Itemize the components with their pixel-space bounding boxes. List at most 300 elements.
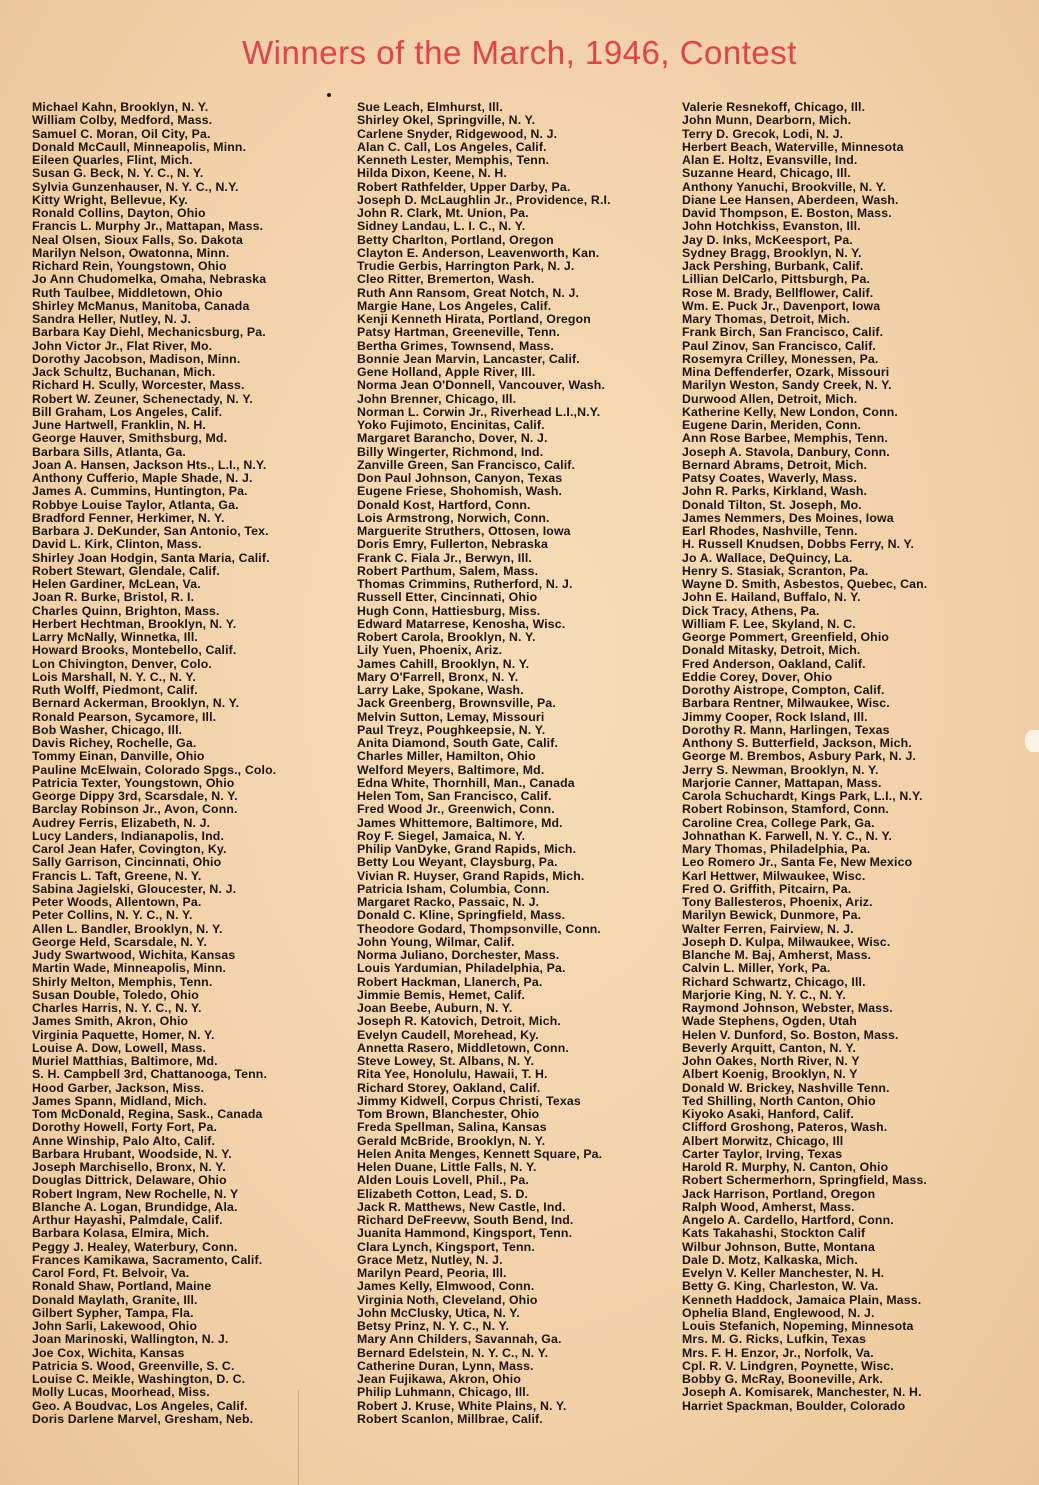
winner-entry: Melvin Sutton, Lemay, Missouri bbox=[357, 709, 545, 724]
winner-entry: Anita Diamond, South Gate, Calif. bbox=[357, 736, 559, 750]
winner-entry: Molly Lucas, Moorhead, Miss. bbox=[32, 1385, 210, 1400]
winner-entry: Edna White, Thornhill, Man., Canada bbox=[357, 775, 575, 790]
winner-entry: Blanche A. Logan, Brundidge, Ala. bbox=[32, 1199, 238, 1214]
winner-entry: Jack Harrison, Portland, Oregon bbox=[682, 1186, 876, 1201]
winner-entry: Steve Lowey, St. Albans, N. Y. bbox=[357, 1054, 535, 1068]
winner-entry: Carol Ford, Ft. Belvoir, Va. bbox=[32, 1266, 190, 1280]
winner-entry: Betsy Prinz, N. Y. C., N. Y. bbox=[357, 1319, 510, 1333]
winner-entry: Mrs. F. H. Enzor, Jr., Norfolk, Va. bbox=[682, 1345, 874, 1360]
winner-entry: Dorothy Aistrope, Compton, Calif. bbox=[682, 683, 885, 697]
winner-entry: Lillian DelCarlo, Pittsburgh, Pa. bbox=[682, 272, 871, 287]
winner-entry: Mina Deffenderfer, Ozark, Missouri bbox=[682, 365, 890, 379]
winner-entry: Robert Stewart, Glendale, Calif. bbox=[32, 563, 220, 578]
winner-entry: Bernard Ackerman, Brooklyn, N. Y. bbox=[32, 696, 240, 711]
winner-entry: Bill Graham, Los Angeles, Calif. bbox=[32, 404, 223, 419]
winner-entry: Barbara Sills, Atlanta, Ga. bbox=[32, 444, 186, 459]
winner-entry: Clayton E. Anderson, Leavenworth, Kan. bbox=[357, 245, 600, 260]
winner-entry: Sue Leach, Elmhurst, Ill. bbox=[357, 100, 503, 114]
winner-entry: Mrs. M. G. Ricks, Lufkin, Texas bbox=[682, 1332, 867, 1347]
winner-entry: John Sarli, Lakewood, Ohio bbox=[32, 1319, 198, 1333]
winner-entry: Donald Tilton, St. Joseph, Mo. bbox=[682, 497, 862, 512]
winner-entry: Russell Etter, Cincinnati, Ohio bbox=[357, 590, 538, 605]
winner-entry: Eugene Darin, Meriden, Conn. bbox=[682, 418, 862, 432]
winner-entry: Juanita Hammond, Kingsport, Tenn. bbox=[357, 1226, 573, 1241]
winner-entry: Frank Birch, San Francisco, Calif. bbox=[682, 325, 884, 340]
winner-entry: Norma Juliano, Dorchester, Mass. bbox=[357, 948, 560, 962]
winner-entry: Jo A. Wallace, DeQuincy, La. bbox=[682, 550, 853, 565]
winner-entry: Jo Ann Chudomelka, Omaha, Nebraska bbox=[32, 272, 267, 287]
winner-entry: Eugene Friese, Shohomish, Wash. bbox=[357, 484, 563, 499]
winner-entry: Patricia Isham, Columbia, Conn. bbox=[357, 881, 550, 896]
winner-entry: Herbert Hechtman, Brooklyn, N. Y. bbox=[32, 616, 237, 631]
winner-entry: Tom Brown, Blanchester, Ohio bbox=[357, 1107, 540, 1121]
winner-entry: Larry McNally, Winnetka, Ill. bbox=[32, 630, 198, 644]
winner-entry: Thomas Crimmins, Rutherford, N. J. bbox=[357, 577, 573, 591]
winner-entry: Billy Wingerter, Richmond, Ind. bbox=[357, 444, 544, 459]
winner-entry: James Whittemore, Baltimore, Md. bbox=[357, 815, 563, 830]
winner-entry: Welford Meyers, Baltimore, Md. bbox=[357, 762, 545, 777]
winner-entry: Marguerite Struthers, Ottosen, Iowa bbox=[357, 524, 571, 538]
winner-entry: Philip Luhmann, Chicago, Ill. bbox=[357, 1385, 530, 1400]
winner-entry: Carlene Snyder, Ridgewood, N. J. bbox=[357, 126, 558, 141]
winner-entry: James Kelly, Elmwood, Conn. bbox=[357, 1279, 535, 1294]
winner-entry: Louise A. Dow, Lowell, Mass. bbox=[32, 1040, 207, 1055]
winner-entry: Bobby G. McRay, Booneville, Ark. bbox=[682, 1372, 883, 1386]
winner-entry: Audrey Ferris, Elizabeth, N. J. bbox=[32, 815, 211, 830]
winner-entry: Diane Lee Hansen, Aberdeen, Wash. bbox=[682, 192, 899, 207]
winner-entry: Donald Mitasky, Detroit, Mich. bbox=[682, 643, 861, 658]
winner-entry: Susan G. Beck, N. Y. C., N. Y. bbox=[32, 166, 204, 181]
winner-entry: Johnathan K. Farwell, N. Y. C., N. Y. bbox=[682, 828, 893, 843]
winner-entry: Gilbert Sypher, Tampa, Fla. bbox=[32, 1305, 194, 1320]
winner-entry: Helen V. Dunford, So. Boston, Mass. bbox=[682, 1027, 899, 1042]
winner-entry: Michael Kahn, Brooklyn, N. Y. bbox=[32, 100, 209, 114]
winner-entry: Walter Ferren, Fairview, N. J. bbox=[682, 921, 854, 936]
winner-entry: Tommy Einan, Danville, Ohio bbox=[32, 749, 205, 764]
winner-entry: Francis L. Taft, Greene, N. Y. bbox=[32, 868, 202, 883]
winner-entry: Tony Ballesteros, Phoenix, Ariz. bbox=[682, 895, 873, 909]
winner-entry: John Oakes, North River, N. Y bbox=[682, 1054, 860, 1068]
paper-edge-tear bbox=[1025, 730, 1039, 752]
winner-entry: Peter Woods, Allentown, Pa. bbox=[32, 895, 202, 909]
winner-entry: Evelyn V. Keller Manchester, N. H. bbox=[682, 1266, 885, 1280]
winner-entry: Francis L. Murphy Jr., Mattapan, Mass. bbox=[32, 219, 264, 234]
winner-entry: Albert Koenig, Brooklyn, N. Y bbox=[682, 1067, 858, 1082]
winner-entry: Mary O'Farrell, Bronx, N. Y. bbox=[357, 669, 519, 684]
winner-entry: Katherine Kelly, New London, Conn. bbox=[682, 404, 898, 419]
winner-entry: Richard DeFreevw, South Bend, Ind. bbox=[357, 1213, 574, 1227]
winner-entry: Mary Thomas, Detroit, Mich. bbox=[682, 312, 851, 326]
winner-entry: Leo Romero Jr., Santa Fe, New Mexico bbox=[682, 855, 913, 870]
winner-entry: Caroline Crea, College Park, Ga. bbox=[682, 815, 875, 830]
winner-entry: Ann Rose Barbee, Memphis, Tenn. bbox=[682, 431, 888, 446]
winner-entry: Karl Hettwer, Milwaukee, Wisc. bbox=[682, 868, 866, 883]
winner-entry: Rose M. Brady, Bellflower, Calif. bbox=[682, 285, 874, 300]
winners-column-3 bbox=[682, 101, 927, 1413]
winner-entry: Donald C. Kline, Springfield, Mass. bbox=[357, 908, 566, 923]
winner-entry: Alden Louis Lovell, Phil., Pa. bbox=[357, 1173, 529, 1188]
winner-entry: William Colby, Medford, Mass. bbox=[32, 113, 213, 128]
winner-entry: Joan Beebe, Auburn, N. Y. bbox=[357, 1001, 513, 1015]
winner-entry: Kats Takahashi, Stockton Calif bbox=[682, 1226, 866, 1241]
winner-entry: George Held, Scarsdale, N. Y. bbox=[32, 934, 207, 949]
winner-entry: John Brenner, Chicago, Ill. bbox=[357, 391, 517, 406]
winner-entry: Joseph R. Katovich, Detroit, Mich. bbox=[357, 1014, 561, 1029]
winner-entry: Patricia Texter, Youngstown, Ohio bbox=[32, 775, 235, 790]
winner-entry: William F. Lee, Skyland, N. C. bbox=[682, 616, 856, 631]
winner-entry: Cpl. R. V. Lindgren, Poynette, Wisc. bbox=[682, 1358, 894, 1373]
winner-entry: Carol Jean Hafer, Covington, Ky. bbox=[32, 842, 227, 856]
winner-entry: Helen Tom, San Francisco, Calif. bbox=[357, 789, 552, 803]
winner-entry: Kitty Wright, Bellevue, Ky. bbox=[32, 192, 188, 207]
page-title: Winners of the March, 1946, Contest bbox=[242, 34, 797, 71]
winner-entry: Kiyoko Asaki, Hanford, Calif. bbox=[682, 1107, 854, 1121]
winner-entry: Barbara Kay Diehl, Mechanicsburg, Pa. bbox=[32, 325, 266, 340]
winner-entry: Dick Tracy, Athens, Pa. bbox=[682, 603, 820, 618]
winner-entry: S. H. Campbell 3rd, Chattanooga, Tenn. bbox=[32, 1067, 268, 1082]
winner-entry: Evelyn Caudell, Morehead, Ky. bbox=[357, 1027, 539, 1042]
winner-entry: Bernard Edelstein, N. Y. C., N. Y. bbox=[357, 1345, 549, 1360]
winner-entry: Mary Ann Childers, Savannah, Ga. bbox=[357, 1332, 562, 1347]
winner-entry: Virginia Paquette, Homer, N. Y. bbox=[32, 1027, 215, 1042]
winner-entry: Wayne D. Smith, Asbestos, Quebec, Can. bbox=[682, 577, 928, 591]
winner-entry: Tom McDonald, Regina, Sask., Canada bbox=[32, 1107, 263, 1121]
winner-entry: Marilyn Nelson, Owatonna, Minn. bbox=[32, 245, 230, 260]
winner-entry: Joseph D. McLaughlin Jr., Providence, R.I. bbox=[357, 192, 611, 207]
winner-entry: Anthony Yanuchi, Brookville, N. Y. bbox=[682, 179, 887, 194]
winner-entry: Beverly Arquitt, Canton, N. Y. bbox=[682, 1040, 856, 1055]
winner-entry: Theodore Godard, Thompsonville, Conn. bbox=[357, 921, 601, 936]
winner-entry: Jean Fujikawa, Akron, Ohio bbox=[357, 1372, 522, 1386]
winner-entry: Patricia S. Wood, Greenville, S. C. bbox=[32, 1358, 235, 1373]
winner-entry: Robert Parthum, Salem, Mass. bbox=[357, 563, 539, 578]
winner-entry: Charles Quinn, Brighton, Mass. bbox=[32, 603, 220, 618]
winner-entry: John Hotchkiss, Evanston, Ill. bbox=[682, 219, 861, 234]
winner-entry: Rita Yee, Honolulu, Hawaii, T. H. bbox=[357, 1067, 548, 1082]
winner-entry: Kenneth Lester, Memphis, Tenn. bbox=[357, 153, 550, 167]
winner-entry: Muriel Matthias, Baltimore, Md. bbox=[32, 1054, 218, 1068]
paper-crease bbox=[298, 1390, 299, 1485]
winner-entry: Helen Anita Menges, Kennett Square, Pa. bbox=[357, 1146, 603, 1161]
winner-entry: Marjorie King, N. Y. C., N. Y. bbox=[682, 987, 846, 1002]
winner-entry: Virginia Noth, Cleveland, Ohio bbox=[357, 1292, 538, 1307]
winner-entry: John R. Clark, Mt. Union, Pa. bbox=[357, 206, 529, 220]
winner-entry: Donald Maylath, Granite, Ill. bbox=[32, 1292, 198, 1307]
winner-entry: Henry S. Stasiak, Scranton, Pa. bbox=[682, 563, 869, 578]
winner-entry: Pauline McElwain, Colorado Spgs., Colo. bbox=[32, 762, 277, 777]
winner-entry: Clifford Groshong, Pateros, Wash. bbox=[682, 1120, 888, 1135]
winner-entry: Bertha Grimes, Townsend, Mass. bbox=[357, 338, 554, 353]
winner-entry: Carola Schuchardt, Kings Park, L.I., N.Y. bbox=[682, 789, 923, 803]
winner-entry: Richard Storey, Oakland, Calif. bbox=[357, 1080, 541, 1095]
winner-entry: John E. Hailand, Buffalo, N. Y. bbox=[682, 590, 861, 605]
winner-entry: Norman L. Corwin Jr., Riverhead L.I.,N.Y. bbox=[357, 404, 601, 419]
winner-entry: Wilbur Johnson, Butte, Montana bbox=[682, 1239, 875, 1254]
winner-entry: Donald McCaull, Minneapolis, Minn. bbox=[32, 139, 247, 154]
winner-entry: Lon Chivington, Denver, Colo. bbox=[32, 656, 212, 671]
winner-entry: George Hauver, Smithsburg, Md. bbox=[32, 431, 228, 446]
winner-entry: Anthony S. Butterfield, Jackson, Mich. bbox=[682, 736, 912, 750]
winner-entry: Paul Zinov, San Francisco, Calif. bbox=[682, 338, 877, 353]
winner-entry: Shirly Melton, Memphis, Tenn. bbox=[32, 974, 213, 989]
winner-entry: Carter Taylor, Irving, Texas bbox=[682, 1146, 843, 1161]
winner-entry: Ronald Pearson, Sycamore, Ill. bbox=[32, 709, 217, 724]
winner-entry: George M. Brembos, Asbury Park, N. J. bbox=[682, 749, 917, 764]
winners-column-2 bbox=[357, 101, 611, 1426]
winner-entry: Ophelia Bland, Englewood, N. J. bbox=[682, 1305, 875, 1320]
winner-entry: Robert Hackman, Llanerch, Pa. bbox=[357, 974, 543, 989]
winner-entry: Jimmy Cooper, Rock Island, Ill. bbox=[682, 709, 868, 724]
winner-entry: Dorothy Jacobson, Madison, Minn. bbox=[32, 351, 241, 366]
winner-entry: John Munn, Dearborn, Mich. bbox=[682, 113, 852, 128]
winner-entry: Charles Miller, Hamilton, Ohio bbox=[357, 749, 536, 764]
winner-entry: James Cahill, Brooklyn, N. Y. bbox=[357, 656, 530, 671]
winner-entry: Jack Pershing, Burbank, Calif. bbox=[682, 259, 864, 273]
winner-entry: Elizabeth Cotton, Lead, S. D. bbox=[357, 1186, 529, 1201]
winner-entry: John Victor Jr., Flat River, Mo. bbox=[32, 338, 213, 353]
winner-entry: June Hartwell, Franklin, N. H. bbox=[32, 418, 206, 432]
winner-entry: Marilyn Weston, Sandy Creek, N. Y. bbox=[682, 378, 892, 393]
winner-entry: Robert Ingram, New Rochelle, N. Y bbox=[32, 1186, 239, 1201]
winner-entry: Margaret Barancho, Dover, N. J. bbox=[357, 431, 548, 446]
winner-entry: Paul Treyz, Poughkeepsie, N. Y. bbox=[357, 722, 546, 737]
winner-entry: Barbara Rentner, Milwaukee, Wisc. bbox=[682, 696, 890, 711]
winner-entry: Earl Rhodes, Nashville, Tenn. bbox=[682, 524, 858, 538]
winner-entry: Robert W. Zeuner, Schenectady, N. Y. bbox=[32, 391, 253, 406]
winner-entry: Robert Scanlon, Millbrae, Calif. bbox=[357, 1411, 543, 1426]
winner-entry: Gerald McBride, Brooklyn, N. Y. bbox=[357, 1133, 546, 1148]
winner-entry: Doris Darlene Marvel, Gresham, Neb. bbox=[32, 1411, 254, 1426]
winner-entry: John McClusky, Utica, N. Y. bbox=[357, 1305, 520, 1320]
winner-entry: Trudie Gerbis, Harrington Park, N. J. bbox=[357, 259, 575, 273]
winner-entry: Donald Kost, Hartford, Conn. bbox=[357, 497, 531, 512]
winner-entry: Patsy Coates, Waverly, Mass. bbox=[682, 471, 858, 485]
winner-entry: Peggy J. Healey, Waterbury, Conn. bbox=[32, 1239, 238, 1254]
winner-entry: Davis Richey, Rochelle, Ga. bbox=[32, 736, 197, 750]
winner-entry: Harriet Spackman, Boulder, Colorado bbox=[682, 1398, 906, 1413]
winner-entry: Helen Gardiner, McLean, Va. bbox=[32, 577, 201, 591]
winner-entry: Suzanne Heard, Chicago, Ill. bbox=[682, 166, 851, 181]
winner-entry: Betty Lou Weyant, Claysburg, Pa. bbox=[357, 855, 558, 870]
winner-entry: Jerry S. Newman, Brooklyn, N. Y. bbox=[682, 762, 879, 777]
winner-entry: Philip VanDyke, Grand Rapids, Mich. bbox=[357, 842, 577, 856]
winner-entry: Fred Wood Jr., Greenwich, Conn. bbox=[357, 802, 555, 817]
winner-entry: Susan Double, Toledo, Ohio bbox=[32, 987, 199, 1002]
winner-entry: Yoko Fujimoto, Encinitas, Calif. bbox=[357, 418, 545, 432]
winner-entry: Lucy Landers, Indianapolis, Ind. bbox=[32, 828, 225, 843]
winner-entry: Joan R. Burke, Bristol, R. I. bbox=[32, 590, 195, 605]
winner-entry: James A. Cummins, Huntington, Pa. bbox=[32, 484, 248, 499]
winner-entry: Richard Schwartz, Chicago, Ill. bbox=[682, 974, 866, 989]
winner-entry: Calvin L. Miller, York, Pa. bbox=[682, 961, 831, 976]
winner-entry: Herbert Beach, Waterville, Minnesota bbox=[682, 139, 904, 154]
winner-entry: Jay D. Inks, McKeesport, Pa. bbox=[682, 232, 853, 247]
winner-entry: Angelo A. Cardello, Hartford, Conn. bbox=[682, 1213, 894, 1227]
winner-entry: Robert Rathfelder, Upper Darby, Pa. bbox=[357, 179, 571, 194]
winner-entry: Neal Olsen, Sioux Falls, So. Dakota bbox=[32, 232, 243, 247]
winner-entry: Kenneth Haddock, Jamaica Plain, Mass. bbox=[682, 1292, 922, 1307]
winner-entry: Gene Holland, Apple River, Ill. bbox=[357, 365, 536, 379]
winner-entry: Joseph Marchisello, Bronx, N. Y. bbox=[32, 1160, 226, 1174]
winner-entry: John R. Parks, Kirkland, Wash. bbox=[682, 484, 868, 499]
ink-speck bbox=[327, 93, 331, 97]
winner-entry: Vivian R. Huyser, Grand Rapids, Mich. bbox=[357, 868, 585, 883]
winner-entry: Lois Marshall, N. Y. C., N. Y. bbox=[32, 669, 196, 684]
winner-entry: Donald W. Brickey, Nashville Tenn. bbox=[682, 1080, 890, 1095]
winner-entry: Peter Collins, N. Y. C., N. Y. bbox=[32, 908, 193, 923]
winner-entry: Alan E. Holtz, Evansville, Ind. bbox=[682, 153, 858, 167]
winner-entry: Ted Shilling, North Canton, Ohio bbox=[682, 1093, 876, 1108]
winner-entry: Zanville Green, San Francisco, Calif. bbox=[357, 457, 576, 472]
winner-entry: Roy F. Siegel, Jamaica, N. Y. bbox=[357, 828, 526, 843]
winner-entry: Martin Wade, Minneapolis, Minn. bbox=[32, 961, 227, 976]
winner-entry: Louis Yardumian, Philadelphia, Pa. bbox=[357, 961, 566, 976]
winner-entry: Norma Jean O'Donnell, Vancouver, Wash. bbox=[357, 378, 606, 393]
winner-entry: Freda Spellman, Salina, Kansas bbox=[357, 1120, 547, 1135]
winner-entry: Hilda Dixon, Keene, N. H. bbox=[357, 166, 507, 181]
winner-entry: H. Russell Knudsen, Dobbs Ferry, N. Y. bbox=[682, 537, 915, 552]
winner-entry: Joan Marinoski, Wallington, N. J. bbox=[32, 1332, 229, 1347]
winner-entry: Frank C. Fiala Jr., Berwyn, Ill. bbox=[357, 550, 532, 565]
winner-entry: Barbara Kolasa, Elmira, Mich. bbox=[32, 1226, 210, 1241]
winner-entry: Durwood Allen, Detroit, Mich. bbox=[682, 391, 858, 406]
winner-entry: Betty Charlton, Portland, Oregon bbox=[357, 232, 554, 247]
winner-entry: Douglas Dittrick, Delaware, Ohio bbox=[32, 1173, 227, 1188]
winner-entry: Shirley McManus, Manitoba, Canada bbox=[32, 298, 250, 313]
winner-entry: Charles Harris, N. Y. C., N. Y. bbox=[32, 1001, 202, 1015]
winner-entry: Fred O. Griffith, Pitcairn, Pa. bbox=[682, 881, 852, 896]
winner-entry: Grace Metz, Nutley, N. J. bbox=[357, 1252, 503, 1267]
winner-entry: Kenji Kenneth Hirata, Portland, Oregon bbox=[357, 312, 591, 326]
winner-entry: Richard Rein, Youngstown, Ohio bbox=[32, 259, 227, 273]
winner-entry: Dorothy R. Mann, Harlingen, Texas bbox=[682, 722, 890, 737]
winner-entry: Jimmy Kidwell, Corpus Christi, Texas bbox=[357, 1093, 581, 1108]
winner-entry: Harold R. Murphy, N. Canton, Ohio bbox=[682, 1160, 889, 1174]
winner-entry: Lois Armstrong, Norwich, Conn. bbox=[357, 510, 550, 525]
winner-entry: Louis Stefanich, Nopeming, Minnesota bbox=[682, 1319, 914, 1333]
winner-entry: Louise C. Meikle, Washington, D. C. bbox=[32, 1372, 246, 1386]
winner-entry: Barclay Robinson Jr., Avon, Conn. bbox=[32, 802, 238, 817]
winner-entry: Bob Washer, Chicago, Ill. bbox=[32, 722, 183, 737]
winner-entry: Joseph D. Kulpa, Milwaukee, Wisc. bbox=[682, 934, 891, 949]
winner-entry: Margaret Racko, Passaic, N. J. bbox=[357, 895, 540, 909]
winner-entry: David L. Kirk, Clinton, Mass. bbox=[32, 537, 202, 552]
winner-entry: Joe Cox, Wichita, Kansas bbox=[32, 1345, 185, 1360]
winner-entry: James Smith, Akron, Ohio bbox=[32, 1014, 189, 1029]
winner-entry: Barbara J. DeKunder, San Antonio, Tex. bbox=[32, 524, 269, 538]
winner-entry: Catherine Duran, Lynn, Mass. bbox=[357, 1358, 534, 1373]
winner-entry: Sally Garrison, Cincinnati, Ohio bbox=[32, 855, 222, 870]
winner-entry: Marilyn Peard, Peoria, Ill. bbox=[357, 1266, 507, 1280]
winner-entry: Jack R. Matthews, New Castle, Ind. bbox=[357, 1199, 566, 1214]
winner-entry: Joan A. Hansen, Jackson Hts., L.I., N.Y. bbox=[32, 457, 267, 472]
winner-entry: Robert Schermerhorn, Springfield, Mass. bbox=[682, 1173, 928, 1188]
winner-entry: Sabina Jagielski, Gloucester, N. J. bbox=[32, 881, 237, 896]
winner-entry: Jimmie Bemis, Hemet, Calif. bbox=[357, 987, 526, 1002]
winner-entry: Helen Duane, Little Falls, N. Y. bbox=[357, 1160, 537, 1174]
winner-entry: Wm. E. Puck Jr., Davenport, Iowa bbox=[682, 298, 881, 313]
winner-entry: Sidney Landau, L. I. C., N. Y. bbox=[357, 219, 526, 234]
winner-entry: Albert Morwitz, Chicago, Ill bbox=[682, 1133, 844, 1148]
winner-entry: Ronald Shaw, Portland, Maine bbox=[32, 1279, 212, 1294]
winner-entry: Terry D. Grecok, Lodi, N. J. bbox=[682, 126, 844, 141]
winner-entry: Frances Kamikawa, Sacramento, Calif. bbox=[32, 1252, 263, 1267]
winner-entry: Ralph Wood, Amherst, Mass. bbox=[682, 1199, 855, 1214]
winner-entry: Ruth Ann Ransom, Great Notch, N. J. bbox=[357, 285, 580, 300]
winner-entry: Anthony Cufferio, Maple Shade, N. J. bbox=[32, 471, 253, 485]
winner-entry: Eileen Quarles, Flint, Mich. bbox=[32, 153, 193, 167]
winner-entry: Allen L. Bandler, Brooklyn, N. Y. bbox=[32, 921, 223, 936]
winner-entry: Hood Garber, Jackson, Miss. bbox=[32, 1080, 205, 1095]
winner-entry: Bradford Fenner, Herkimer, N. Y. bbox=[32, 510, 225, 525]
winner-entry: Rosemyra Crilley, Monessen, Pa. bbox=[682, 351, 879, 366]
winner-entry: Jack Schultz, Buchanan, Mich. bbox=[32, 365, 216, 379]
winner-entry: Fred Anderson, Oakland, Calif. bbox=[682, 656, 866, 671]
winners-column-1 bbox=[32, 101, 276, 1426]
winner-entry: Ruth Wolff, Piedmont, Calif. bbox=[32, 683, 198, 697]
winner-entry: Cleo Ritter, Bremerton, Wash. bbox=[357, 272, 535, 287]
winner-entry: Bonnie Jean Marvin, Lancaster, Calif. bbox=[357, 351, 580, 366]
winner-entry: Ronald Collins, Dayton, Ohio bbox=[32, 206, 206, 220]
winner-entry: Eddie Corey, Dover, Ohio bbox=[682, 669, 833, 684]
winner-entry: Robert Carola, Brooklyn, N. Y. bbox=[357, 630, 536, 644]
winner-entry: Doris Emry, Fullerton, Nebraska bbox=[357, 537, 548, 552]
winner-entry: Blanche M. Baj, Amherst, Mass. bbox=[682, 948, 872, 962]
winner-entry: Margie Hane, Los Angeles, Calif. bbox=[357, 298, 552, 313]
winner-entry: Robbye Louise Taylor, Atlanta, Ga. bbox=[32, 497, 239, 512]
winner-entry: George Dippy 3rd, Scarsdale, N. Y. bbox=[32, 789, 238, 803]
winner-entry: Patsy Hartman, Greeneville, Tenn. bbox=[357, 325, 560, 340]
winner-entry: George Pommert, Greenfield, Ohio bbox=[682, 630, 890, 644]
winner-entry: Geo. A Boudvac, Los Angeles, Calif. bbox=[32, 1398, 248, 1413]
winner-entry: Joseph A. Komisarek, Manchester, N. H. bbox=[682, 1385, 922, 1400]
winner-entry: Judy Swartwood, Wichita, Kansas bbox=[32, 948, 236, 962]
winner-entry: Richard H. Scully, Worcester, Mass. bbox=[32, 378, 245, 393]
winner-entry: Joseph A. Stavola, Danbury, Conn. bbox=[682, 444, 890, 459]
winner-entry: Jack Greenberg, Brownsville, Pa. bbox=[357, 696, 556, 711]
winner-entry: David Thompson, E. Boston, Mass. bbox=[682, 206, 892, 220]
winner-entry: Marjorie Canner, Mattapan, Mass. bbox=[682, 775, 882, 790]
winner-entry: Sandra Heller, Nutley, N. J. bbox=[32, 312, 192, 326]
winner-entry: Betty G. King, Charleston, W. Va. bbox=[682, 1279, 879, 1294]
winner-entry: James Nemmers, Des Moines, Iowa bbox=[682, 510, 894, 525]
winner-entry: Valerie Resnekoff, Chicago, Ill. bbox=[682, 100, 866, 114]
winner-entry: Samuel C. Moran, Oil City, Pa. bbox=[32, 126, 211, 141]
winner-entry: Anne Winship, Palo Alto, Calif. bbox=[32, 1133, 216, 1148]
winner-entry: Larry Lake, Spokane, Wash. bbox=[357, 683, 524, 697]
winner-entry: Wade Stephens, Ogden, Utah bbox=[682, 1014, 857, 1029]
winner-entry: Dale D. Motz, Kalkaska, Mich. bbox=[682, 1252, 858, 1267]
winner-entry: Hugh Conn, Hattiesburg, Miss. bbox=[357, 603, 541, 618]
winner-entry: Sydney Bragg, Brooklyn, N. Y. bbox=[682, 245, 862, 260]
winner-entry: Howard Brooks, Montebello, Calif. bbox=[32, 643, 237, 658]
winner-entry: Shirley Okel, Springville, N. Y. bbox=[357, 113, 536, 128]
winner-entry: Annetta Rasero, Middletown, Conn. bbox=[357, 1040, 569, 1055]
winner-entry: Edward Matarrese, Kenosha, Wisc. bbox=[357, 616, 566, 631]
winner-entry: Mary Thomas, Philadelphia, Pa. bbox=[682, 842, 871, 856]
winner-entry: Bernard Abrams, Detroit, Mich. bbox=[682, 457, 868, 472]
winner-entry: Robert J. Kruse, White Plains, N. Y. bbox=[357, 1398, 567, 1413]
winner-entry: James Spann, Midland, Mich. bbox=[32, 1093, 207, 1108]
winner-entry: Robert Robinson, Stamford, Conn. bbox=[682, 802, 890, 817]
winner-entry: Dorothy Howell, Forty Fort, Pa. bbox=[32, 1120, 218, 1135]
winner-entry: John Young, Wilmar, Calif. bbox=[357, 934, 515, 949]
winner-entry: Don Paul Johnson, Canyon, Texas bbox=[357, 471, 563, 485]
winner-entry: Arthur Hayashi, Palmdale, Calif. bbox=[32, 1213, 223, 1227]
winner-entry: Lily Yuen, Phoenix, Ariz. bbox=[357, 643, 503, 658]
winner-entry: Raymond Johnson, Webster, Mass. bbox=[682, 1001, 893, 1015]
winner-entry: Alan C. Call, Los Angeles, Calif. bbox=[357, 139, 547, 154]
